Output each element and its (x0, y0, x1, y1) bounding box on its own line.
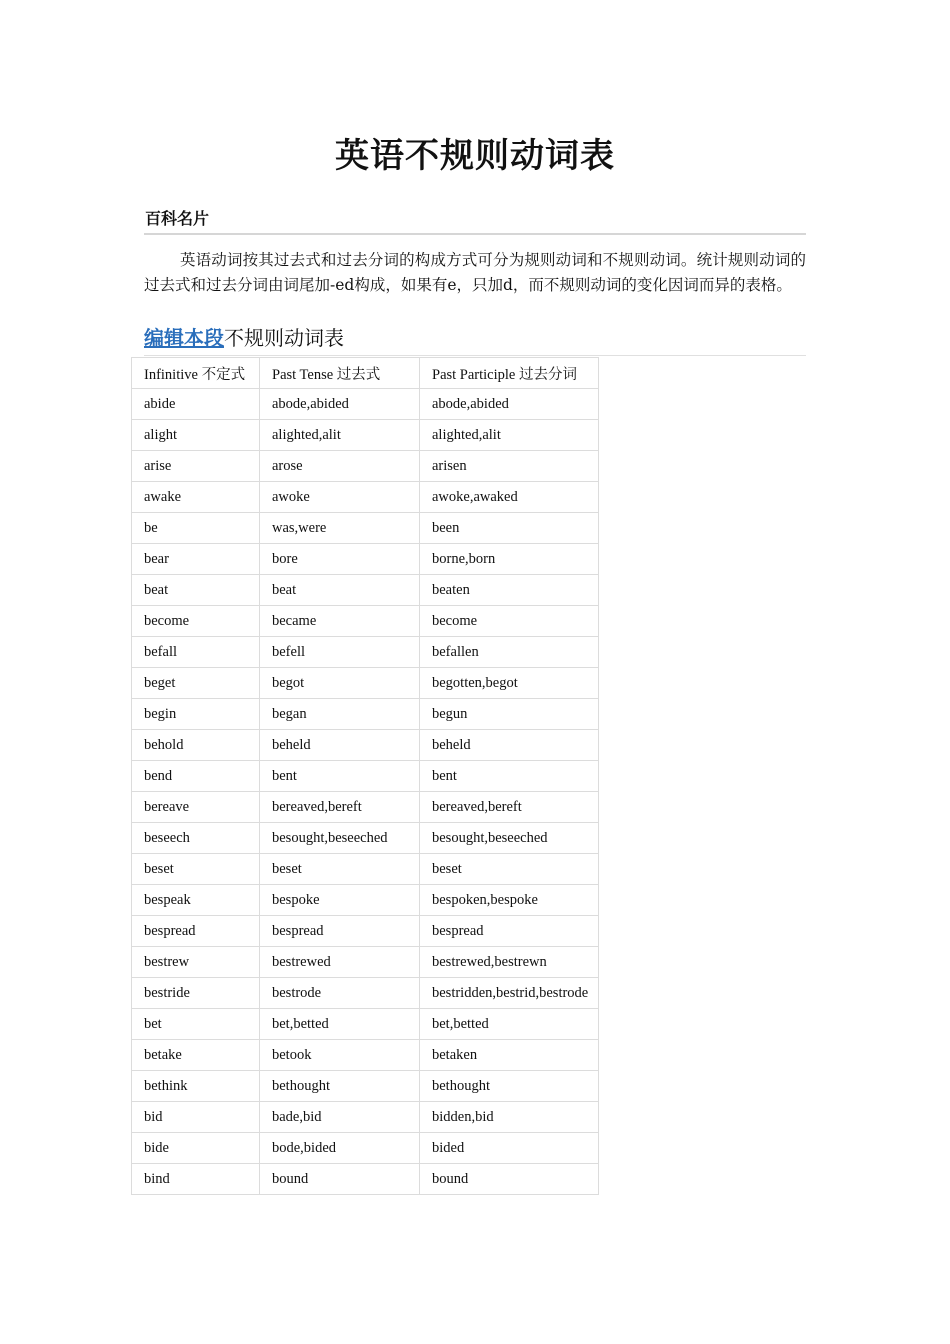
infinitive-cell: arise (132, 451, 260, 482)
past-participle-cell: awoke,awaked (420, 482, 599, 513)
infinitive-cell: bespread (132, 916, 260, 947)
infinitive-cell: befall (132, 637, 260, 668)
infinitive-cell: awake (132, 482, 260, 513)
infinitive-cell: be (132, 513, 260, 544)
past-participle-cell: beaten (420, 575, 599, 606)
past-participle-cell: beheld (420, 730, 599, 761)
table-row (132, 1040, 599, 1071)
past-participle-cell: borne,born (420, 544, 599, 575)
past-participle-cell: betaken (420, 1040, 599, 1071)
past-tense-cell: bestrewed (260, 947, 420, 978)
past-tense-cell: bode,bided (260, 1133, 420, 1164)
past-participle-cell: bent (420, 761, 599, 792)
infinitive-cell: bid (132, 1102, 260, 1133)
past-tense-cell: bade,bid (260, 1102, 420, 1133)
infinitive-cell: bethink (132, 1071, 260, 1102)
infinitive-cell: beset (132, 854, 260, 885)
section-divider (144, 355, 806, 356)
past-tense-cell: began (260, 699, 420, 730)
card-label: 百科名片 (145, 209, 210, 228)
past-tense-cell: bethought (260, 1071, 420, 1102)
past-participle-cell: bound (420, 1164, 599, 1195)
card-divider (144, 233, 806, 235)
past-tense-cell: beheld (260, 730, 420, 761)
table-row (132, 854, 599, 885)
past-tense-cell: befell (260, 637, 420, 668)
past-tense-cell: abode,abided (260, 389, 420, 420)
past-tense-cell: alighted,alit (260, 420, 420, 451)
past-participle-cell: beset (420, 854, 599, 885)
table-row (132, 637, 599, 668)
header-past-tense: Past Tense 过去式 (260, 358, 420, 389)
infinitive-cell: begin (132, 699, 260, 730)
past-tense-cell: arose (260, 451, 420, 482)
table-row (132, 575, 599, 606)
past-participle-cell: become (420, 606, 599, 637)
edit-section-link[interactable]: 编辑本段 (144, 326, 224, 350)
past-tense-cell: became (260, 606, 420, 637)
table-row (132, 947, 599, 978)
past-participle-cell: bided (420, 1133, 599, 1164)
infinitive-cell: alight (132, 420, 260, 451)
table-header-row (132, 358, 599, 389)
table-row (132, 761, 599, 792)
past-tense-cell: was,were (260, 513, 420, 544)
infinitive-cell: beat (132, 575, 260, 606)
infinitive-cell: abide (132, 389, 260, 420)
table-row (132, 606, 599, 637)
intro-paragraph: 英语动词按其过去式和过去分词的构成方式可分为规则动词和不规则动词。统计规则动词的过去式和过去分词由词尾加-ed构成，如果有e，只加d，而不规则动词的变化因词而异的表格。 (144, 251, 806, 294)
past-participle-cell: begotten,begot (420, 668, 599, 699)
table-row (132, 544, 599, 575)
header-infinitive: Infinitive 不定式 (132, 358, 260, 389)
past-tense-cell: bet,betted (260, 1009, 420, 1040)
infinitive-cell: beget (132, 668, 260, 699)
table-row (132, 792, 599, 823)
past-tense-cell: beat (260, 575, 420, 606)
past-tense-cell: bound (260, 1164, 420, 1195)
infinitive-cell: betake (132, 1040, 260, 1071)
table-row (132, 699, 599, 730)
infinitive-cell: bespeak (132, 885, 260, 916)
table-row (132, 916, 599, 947)
past-participle-cell: been (420, 513, 599, 544)
table-row (132, 420, 599, 451)
past-participle-cell: bet,betted (420, 1009, 599, 1040)
table-row (132, 1102, 599, 1133)
past-participle-cell: bereaved,bereft (420, 792, 599, 823)
infinitive-cell: bide (132, 1133, 260, 1164)
table-row (132, 730, 599, 761)
infinitive-cell: bet (132, 1009, 260, 1040)
past-tense-cell: beset (260, 854, 420, 885)
page-title: 英语不规则动词表 (335, 136, 615, 176)
past-participle-cell: bestridden,bestrid,bestrode (420, 978, 599, 1009)
past-participle-cell: arisen (420, 451, 599, 482)
infinitive-cell: bestrew (132, 947, 260, 978)
section-title: 不规则动词表 (224, 326, 344, 350)
past-participle-cell: besought,beseeched (420, 823, 599, 854)
infinitive-cell: bind (132, 1164, 260, 1195)
past-tense-cell: begot (260, 668, 420, 699)
table-row (132, 1009, 599, 1040)
past-participle-cell: begun (420, 699, 599, 730)
past-participle-cell: abode,abided (420, 389, 599, 420)
section-heading (144, 322, 344, 351)
past-participle-cell: bestrewed,bestrewn (420, 947, 599, 978)
table-row (132, 1071, 599, 1102)
table-row (132, 389, 599, 420)
past-participle-cell: bespoken,bespoke (420, 885, 599, 916)
irregular-verbs-table (131, 357, 599, 1195)
past-tense-cell: besought,beseeched (260, 823, 420, 854)
past-participle-cell: bidden,bid (420, 1102, 599, 1133)
past-tense-cell: bespread (260, 916, 420, 947)
table-row (132, 885, 599, 916)
table-row (132, 513, 599, 544)
past-tense-cell: bereaved,bereft (260, 792, 420, 823)
infinitive-cell: bend (132, 761, 260, 792)
infinitive-cell: bear (132, 544, 260, 575)
past-tense-cell: bestrode (260, 978, 420, 1009)
table-row (132, 978, 599, 1009)
infinitive-cell: bestride (132, 978, 260, 1009)
table-row (132, 482, 599, 513)
infinitive-cell: become (132, 606, 260, 637)
header-past-participle: Past Participle 过去分词 (420, 358, 599, 389)
table-row (132, 451, 599, 482)
past-participle-cell: bespread (420, 916, 599, 947)
past-participle-cell: alighted,alit (420, 420, 599, 451)
table-row (132, 1164, 599, 1195)
table-row (132, 823, 599, 854)
infinitive-cell: behold (132, 730, 260, 761)
past-tense-cell: betook (260, 1040, 420, 1071)
past-tense-cell: bespoke (260, 885, 420, 916)
past-tense-cell: bore (260, 544, 420, 575)
past-tense-cell: bent (260, 761, 420, 792)
table-row (132, 1133, 599, 1164)
table-row (132, 668, 599, 699)
infinitive-cell: bereave (132, 792, 260, 823)
past-tense-cell: awoke (260, 482, 420, 513)
infinitive-cell: beseech (132, 823, 260, 854)
past-participle-cell: befallen (420, 637, 599, 668)
past-participle-cell: bethought (420, 1071, 599, 1102)
